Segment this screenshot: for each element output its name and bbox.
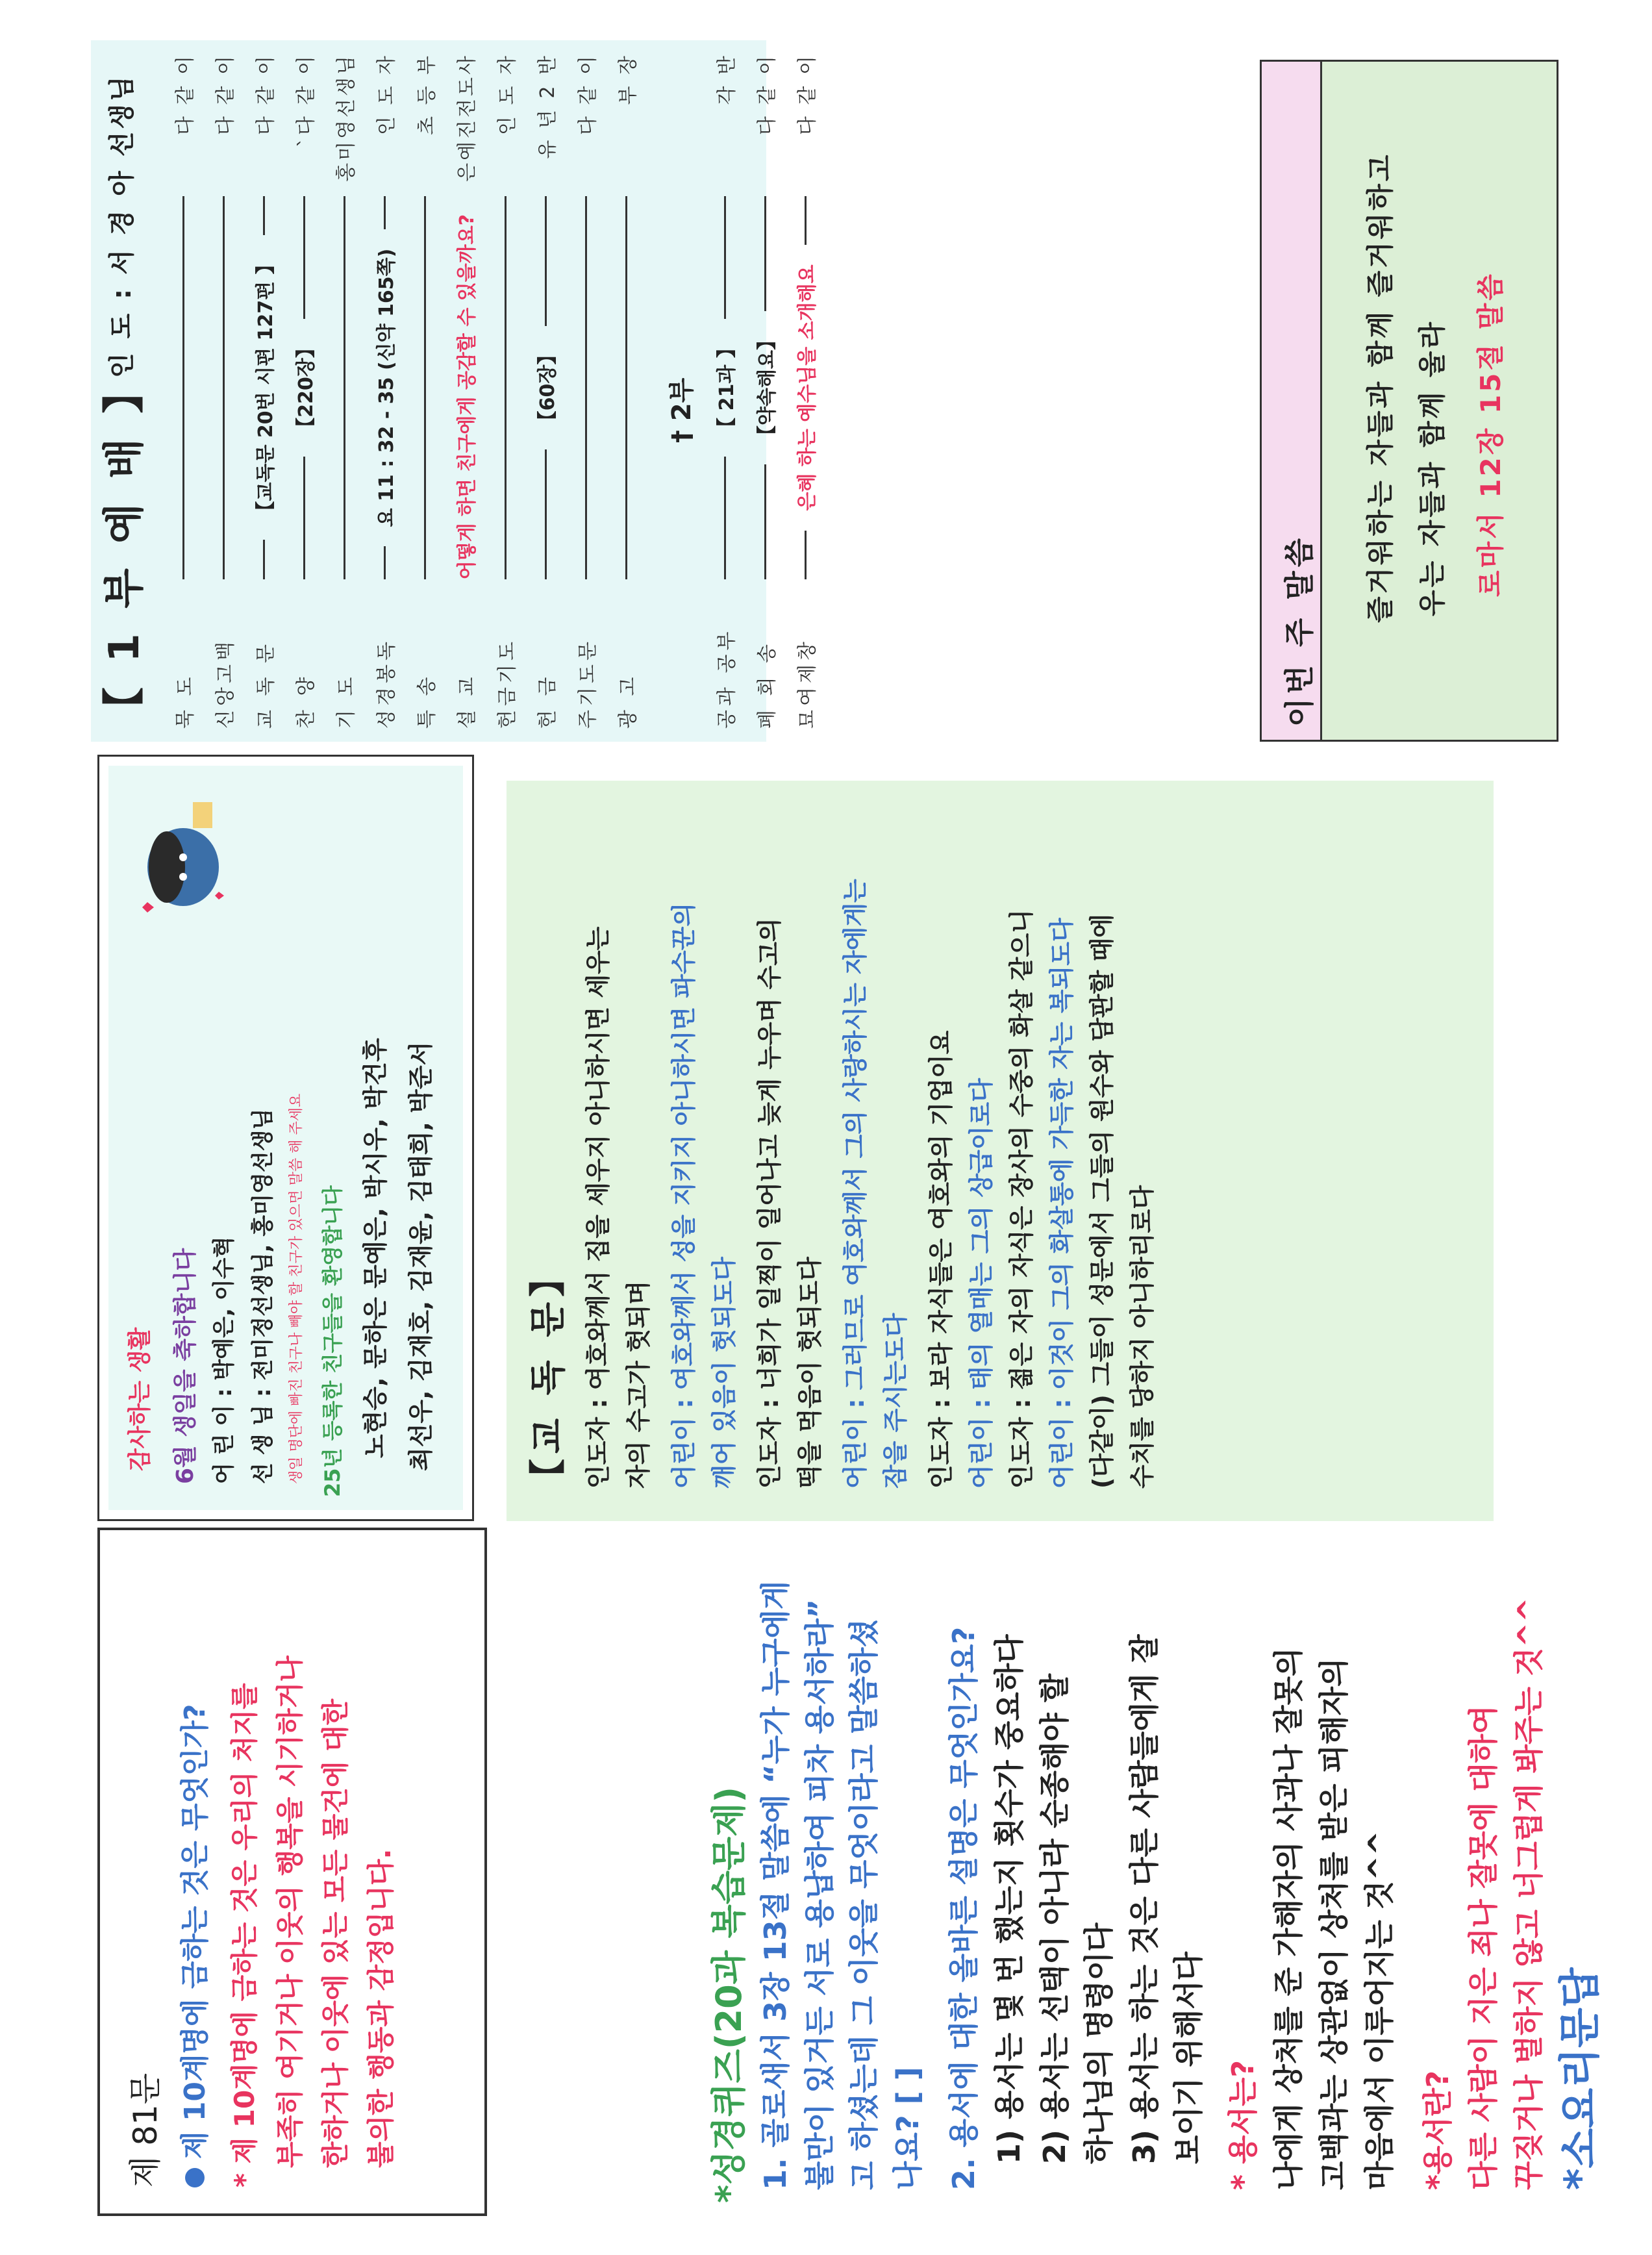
quiz-option-3b: 보이기 위해서다: [1171, 1951, 1206, 2164]
worship-row-label: 기 도: [335, 673, 358, 729]
leader-line: [384, 546, 386, 579]
forgive-line-3: 마음에서 이루어지는 것^^: [1362, 1830, 1397, 2190]
leader-line: [724, 457, 726, 579]
worship-row: [491, 53, 519, 729]
worship-row-detail: 【교독문 20번 시편 127편 】: [255, 255, 277, 521]
worship-row-label: 헌 금: [536, 673, 559, 729]
catechism-number: 제 81문: [127, 2072, 164, 2187]
worship-row-label: 묘여제창: [796, 638, 819, 729]
leader-line: [805, 196, 807, 245]
worship-row: [531, 53, 560, 729]
leader-line: [263, 540, 265, 580]
reading-title: 【교 독 문】: [527, 1255, 569, 1495]
weekly-verse-box: [1260, 60, 1558, 742]
leader-line: [764, 464, 766, 579]
catechism-box: [97, 1528, 487, 2216]
worship-row-person: 각 반: [716, 53, 738, 105]
leader-line: [625, 196, 627, 579]
leader-line: [545, 449, 547, 579]
catechism-answer-1: * 제 10계명에 금하는 것은 우리의 처지를: [229, 1683, 260, 2187]
worship-title: 【 1 부 예 배 】: [101, 366, 149, 729]
reading-line: 어린이 : 여호와께서 성을 지키지 아니하시면 파수꾼의: [670, 902, 698, 1489]
leader-line: [223, 196, 225, 579]
worship-row-detail: 은혜 하는 예수님을 소개해요: [796, 264, 819, 511]
catechism-heading: *소요리문답: [1557, 1967, 1605, 2190]
worship-row-person: 초 등 부: [416, 53, 438, 136]
worship-row-label: 교 독 문: [255, 640, 277, 729]
verse-title: 이번 주 말씀: [1282, 534, 1317, 727]
worship-row: [410, 53, 439, 729]
catechism-answer-3: 한하거나 이웃에 있는 모든 물건에 대한: [319, 1698, 351, 2168]
leader-line: [263, 196, 265, 236]
worship-order-panel: [91, 40, 819, 742]
leader-line: [505, 196, 507, 579]
leader-line: [303, 196, 305, 319]
worship-row-label: 성경봉독: [375, 638, 398, 729]
worship-row: [710, 53, 739, 729]
worship-row-label: 주기도문: [577, 638, 599, 729]
part-2-title: † 2부: [667, 377, 697, 443]
quiz-option-2b: 하나님의 명령이다: [1081, 1922, 1116, 2164]
bullet-icon: [185, 2168, 205, 2187]
leader-line: [545, 196, 547, 326]
birthday-title: 6월 생일을 축하합니다: [172, 1248, 199, 1484]
leader-line: [344, 196, 345, 579]
welcome-names-1: 노현승, 문하은 문예은, 박시우, 박건후: [361, 1038, 390, 1458]
worship-row-label: 특 송: [416, 673, 438, 729]
leader-line: [303, 457, 305, 579]
reading-line: 어린이 : 그러므로 여호와께서 그의 사랑하시는 자에게는: [841, 879, 870, 1489]
worship-row-label: 묵 도: [174, 673, 197, 729]
thanks-panel: [97, 755, 474, 1521]
worship-row-label: 신앙고백: [214, 638, 237, 729]
verse-line-2: 우는 자들과 함께 울라: [1416, 319, 1448, 616]
reading-line: 인도자 : 보라 자식들은 여호와의 기업이요: [927, 1030, 955, 1489]
quiz-option-1: 1) 용서는 몇 번 했는지 횟수가 중요하다: [992, 1634, 1027, 2164]
quiz-q1-line-2: 불만이 있거든 서로 용납하여 피차 용서하라”: [802, 1598, 837, 2190]
worship-row-person: 인 도 자: [375, 53, 398, 136]
reading-line: 인도자 : 젊은 자의 자식은 장사의 수중의 화살 같으니: [1007, 909, 1036, 1489]
worship-row-label: 찬 양: [295, 673, 318, 729]
quiz-q1-line-3: 고 하셨는데 그 이웃을 무엇이라고 말씀하셨: [846, 1619, 881, 2190]
worship-row-person: 다 같 이: [756, 53, 779, 135]
worship-row: [370, 53, 399, 729]
quiz-option-3a: 3) 용서는 하는 것은 다른 사람들에게 잘: [1127, 1634, 1162, 2164]
catechism-question-text: 제 10계명에 금하는 것은 무엇인가?: [179, 1704, 212, 2159]
thanks-title: 감사하는 생활: [127, 1327, 153, 1471]
quiz-title: *성경퀴즈(20과 복습문제): [708, 1786, 749, 2203]
catechism-answer-4: 불의한 행동과 감정입니다.: [365, 1848, 397, 2168]
forgive-def-1: 다른 사람이 지은 죄나 잘못에 대하여: [1466, 1705, 1501, 2190]
reading-line: 어린이 : 이것이 그의 화살통에 가득한 자는 복되도다: [1047, 918, 1076, 1489]
reading-line: 인도자 : 여호와께서 집을 세우지 아니하시면 세우는: [584, 926, 612, 1489]
quiz-option-2a: 2) 용서는 선택이 아니라 순종해야 할: [1037, 1673, 1072, 2164]
forgive-line-1: 나에게 상처를 준 가해자의 사과나 잘못의: [1271, 1647, 1306, 2190]
worship-row-label: 설 교: [456, 673, 479, 729]
worship-row: [169, 53, 197, 729]
worship-row-detail: 요 11 : 32 - 35 (신약 165쪽): [375, 248, 398, 527]
forgive-heading-1: * 용서는?: [1225, 2060, 1260, 2190]
worship-row-label: 광 고: [617, 673, 640, 729]
quiz-q2: 2. 용서에 대한 올바른 설명은 무엇인가요?: [946, 1626, 981, 2190]
leader-line: [764, 196, 766, 311]
responsive-reading-panel: [507, 781, 1494, 1521]
birthday-teachers: 선 생 님 : 전미정선생님, 홍미영선생님: [250, 1108, 276, 1484]
worship-row: [751, 53, 779, 729]
worship-row-detail: 【220장】: [295, 338, 318, 437]
worship-row: [791, 53, 820, 729]
verse-line-1: 즐거워하는 자들과 함께 즐거워하고: [1364, 152, 1396, 623]
forgive-line-2: 고백과는 상관없이 상처를 받은 피해자의: [1316, 1657, 1351, 2190]
birthday-note: 생일 명단에 빠진 친구나 빼야 할 친구가 있으면 말씀 해 주세요: [288, 1093, 305, 1484]
worship-row-label: 공과 공부: [716, 627, 738, 729]
quiz-panel: [701, 1534, 1623, 2216]
worship-row: [571, 53, 600, 729]
welcome-names-2: 최선우, 김재호, 김재윤, 김태희, 박준서: [407, 1041, 435, 1471]
leader-line: [585, 196, 587, 579]
worship-row-person: 은예진전도사: [456, 53, 479, 182]
worship-row: [451, 53, 479, 729]
worship-row-person: 다 같 이: [255, 53, 277, 135]
reading-line: 수치를 당하지 아니하리로다: [1128, 1185, 1157, 1489]
forgive-def-2: 꾸짖거나 벌하지 않고 너그럽게 봐주는 것^^: [1511, 1597, 1546, 2190]
reading-line: 어린이 : 태의 열매는 그의 상급이로다: [967, 1078, 995, 1489]
worship-row-person: 다 같 이: [174, 53, 197, 136]
worship-row-person: 인 도 자: [496, 53, 519, 136]
worship-row-person: 다 같 이: [796, 53, 819, 136]
worship-row-person: 부 장: [617, 53, 640, 105]
worship-row-detail: 【약속해요】: [756, 331, 779, 445]
worship-row-detail: 어떻게 하면 친구에게 공감할 수 있을까요?: [456, 214, 479, 580]
worship-row-person: 홍미영선생님: [335, 53, 358, 182]
worship-row-person: 다 같 이: [577, 53, 599, 136]
welcome-line: 25년 등록한 친구들을 환영합니다: [320, 1185, 345, 1497]
worship-row-detail: 【 21과 】: [716, 338, 738, 437]
worship-leader: 인 도 : 서 경 아 선생님: [107, 73, 137, 378]
worship-row: [290, 53, 318, 729]
worship-row-detail: 【60장】: [536, 345, 559, 431]
quiz-q1-line-1: 1. 골로새서 3장 13절 말씀에 “누가 누구에게: [758, 1580, 793, 2190]
forgive-heading-2: *용서란?: [1420, 2070, 1455, 2190]
reading-line: 인도자 : 너희가 일찍이 일어나고 늦게 누우며 수고의: [755, 918, 784, 1489]
worship-row: [249, 53, 278, 729]
character-illustration: [121, 796, 232, 926]
worship-row-person: 다 같 이: [214, 53, 237, 136]
verse-reference: 로마서 12장 15절 말씀: [1475, 271, 1507, 597]
reading-line: 깨어 있음이 헛되도다: [710, 1257, 738, 1489]
worship-row-person: `다 같 이: [295, 53, 318, 147]
leader-line: [182, 196, 184, 579]
reading-line: (다같이) 그들이 성문에서 그들의 원수와 담판할 때에: [1088, 914, 1116, 1489]
worship-row: [612, 53, 640, 729]
worship-row-label: 헌금기도: [496, 638, 519, 729]
worship-row: [330, 53, 358, 729]
quiz-q1-line-4: 나요? [ ]: [890, 2067, 925, 2190]
leader-line: [384, 196, 386, 229]
reading-line: 떡을 먹음이 헛되도다: [795, 1257, 824, 1489]
reading-line: 잠을 주시는도다: [881, 1313, 910, 1489]
leader-line: [724, 196, 726, 319]
leader-line: [805, 531, 807, 579]
reading-line: 자의 수고가 헛되며: [624, 1280, 653, 1489]
thanks-inner: [108, 766, 463, 1510]
worship-row: [209, 53, 238, 729]
worship-row-label: 폐 회 송: [756, 640, 779, 729]
leader-line: [424, 196, 426, 579]
birthday-kids: 어 린 이 : 박예은, 이수혁: [211, 1236, 237, 1484]
catechism-answer-2: 부족히 여기거나 이웃의 행복을 시기하거나: [274, 1656, 306, 2168]
catechism-question: [171, 1704, 213, 2187]
worship-row-person: 유 년 2 반: [536, 53, 559, 159]
